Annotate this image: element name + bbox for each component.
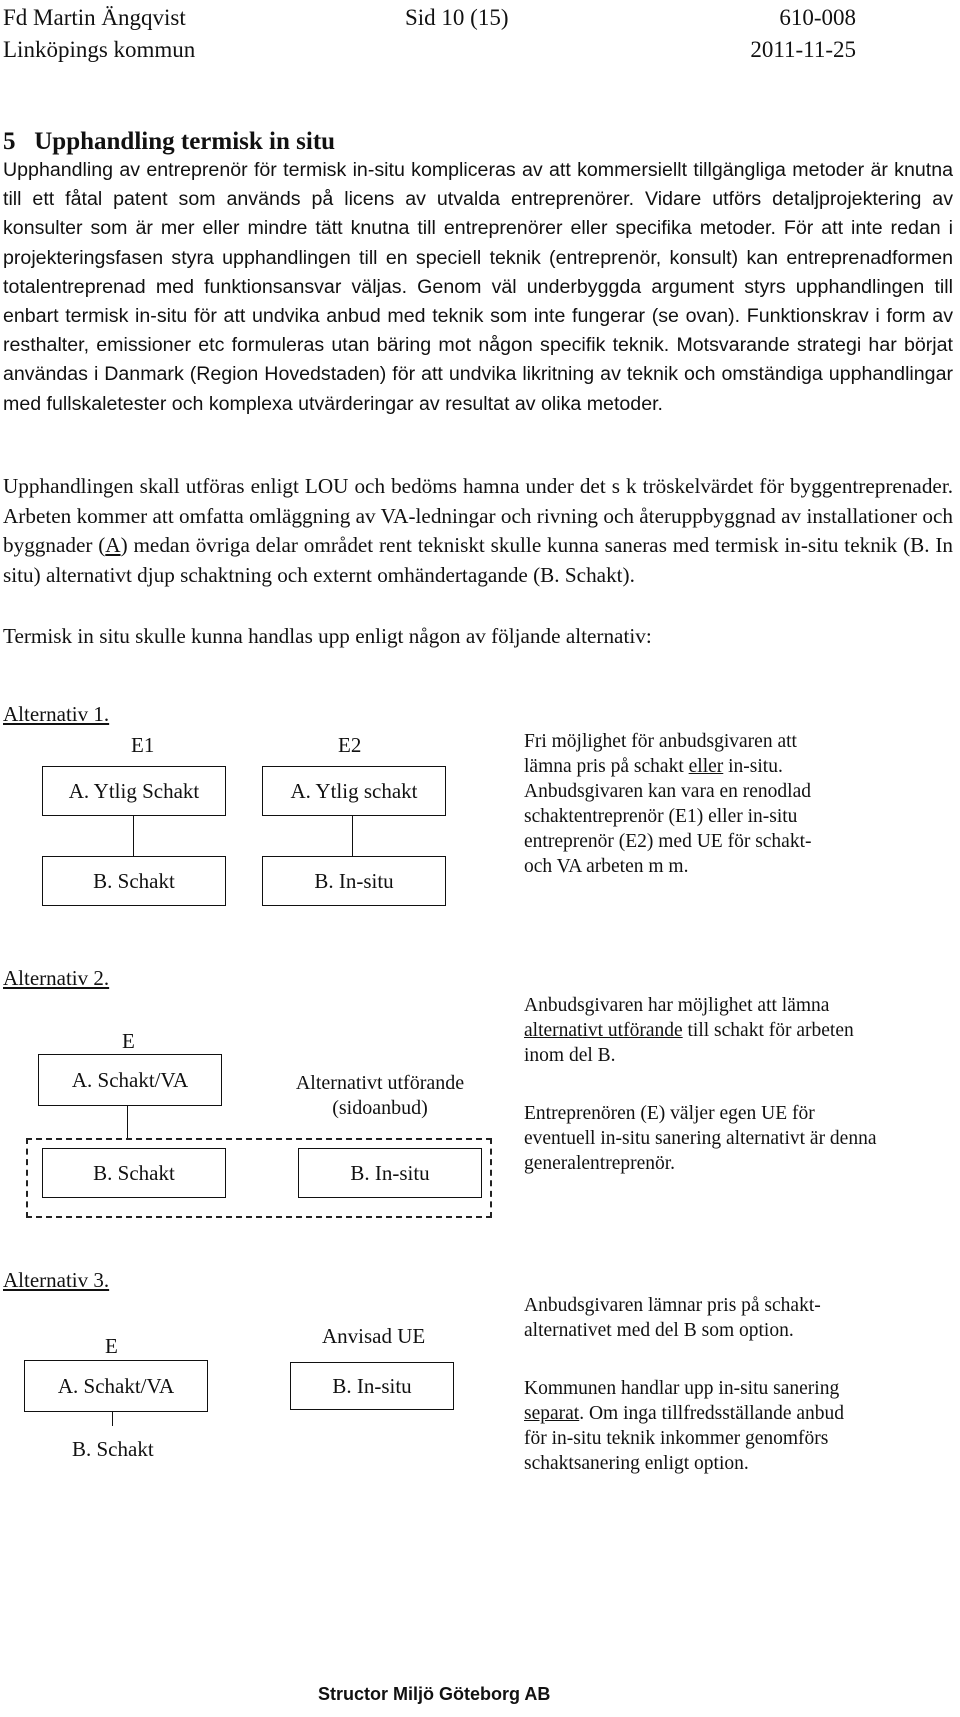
alt2-box-in-situ: B. In-situ [298, 1148, 482, 1198]
alt3-ue-label: Anvisad UE [322, 1324, 426, 1348]
paragraph-intro-text: Upphandling av entreprenör för termisk in-situ kompliceras av att kommersiellt tillgängliga metoder är knutna till ett fåtal patent som används på licens av utvalda entreprenörer. Vidare utförs detaljprojektering av konsulter som är mer eller mindre tätt knutna till entreprenörer eller specifika metoder. För att inte redan i projekteringsfasen styra upphandlingen till en speciell teknik (entreprenör, konsult) kan entreprenadformen totalentreprenad med funktionsansvar väljas. Genom väl underbyggda argument styrs upphandlingen till enbart termisk in-situ för att undvika anbud med teknik som inte fungerar (se ovan). Funktionskrav i form av resthalter, emissioner etc formuleras utan bäring mot någon specifik teknik. Motsvarande strategi har börjat användas i Danmark (Region Hovedstaden) för att undvika likritning av teknik och omständiga upphandlingar med fullskaletester och komplexa utvärderingar av resultat av olika metoder. [3, 159, 953, 415]
alt1-box-ytlig-schakt-e1: A. Ytlig Schakt [42, 766, 226, 816]
alt2-note-1: Anbudsgivaren har möjlighet att lämna alternativt utförande till schakt för arbeten inom del B. [524, 995, 854, 1066]
alt1-note: Fri möjlighet för anbudsgivaren att lämna pris på schakt eller in-situ. Anbudsgivaren kan vara en renodlad schaktentreprenör (E1) eller in-situ entreprenör (E2) med UE för schakt- och VA arbeten m m. [524, 731, 812, 877]
alt1-box-schakt: B. Schakt [42, 856, 226, 906]
section-heading: 5 Upphandling termisk in situ [3, 128, 336, 155]
alt3-note [524, 1268, 854, 1501]
alt3-note-1: Anbudsgivaren lämnar pris på schakt-alternativet med del B som option. [524, 1295, 821, 1341]
alt1-connector-e1 [133, 816, 134, 856]
alt2-box-schakt: B. Schakt [42, 1148, 226, 1198]
alt1-box-ytlig-schakt-e2: A. Ytlig schakt [262, 766, 446, 816]
paragraph-intro [3, 156, 953, 419]
alt3-box-schakt-va: A. Schakt/VA [24, 1360, 208, 1412]
alt1-e1-label: E1 [131, 733, 155, 757]
alt3-box-in-situ: B. In-situ [290, 1362, 454, 1410]
alt2-label: Alternativ 2. [3, 966, 110, 990]
header-author: Fd Martin Ängqvist [3, 5, 186, 30]
alt2-alternative-label: Alternativt utförande (sidoanbud) [295, 1072, 465, 1119]
alt2-note [524, 968, 884, 1201]
header-page-number: Sid 10 (15) [405, 5, 509, 30]
alt3-e-label: E [105, 1334, 118, 1358]
alt1-label: Alternativ 1. [3, 702, 110, 726]
paragraph-alternatives-intro: Termisk in situ skulle kunna handlas upp enligt någon av följande alternativ: [3, 624, 652, 648]
paragraph-procurement [3, 472, 953, 590]
alt2-box-schakt-va: A. Schakt/VA [38, 1054, 222, 1106]
paragraph-procurement-text: Upphandlingen skall utföras enligt LOU och bedöms hamna under det s k tröskelvärdet för byggentreprenader. Arbeten kommer att omfatta omläggning av VA-ledningar och rivning och återuppbyggnad av installationer och byggnader (A) medan övriga delar området rent tekniskt skulle kunna saneras med termisk in-situ teknik (B. In situ) alternativt djup schaktning och externt omhändertagande (B. Schakt). [3, 474, 953, 587]
alt2-connector-vertical [127, 1106, 128, 1138]
header-date: 2011-11-25 [750, 37, 856, 62]
alt3-note-2: Kommunen handlar upp in-situ sanering separat. Om inga tillfredsställande anbud för in-situ teknik inkommer genomförs schaktsanering enligt option. [524, 1378, 845, 1474]
header-document-number: 610-008 [779, 5, 856, 30]
alt1-box-in-situ: B. In-situ [262, 856, 446, 906]
alt3-label: Alternativ 3. [3, 1268, 110, 1292]
alt3-connector-vertical [112, 1412, 113, 1426]
alt1-connector-e2 [352, 816, 353, 856]
header-organization: Linköpings kommun [3, 37, 196, 62]
alt2-note-2: Entreprenören (E) väljer egen UE för eventuell in-situ sanering alternativt är denna generalentreprenör. [524, 1103, 877, 1174]
alt2-e-label: E [122, 1029, 135, 1053]
alt1-e2-label: E2 [338, 733, 362, 757]
footer-company: Structor Miljö Göteborg AB [318, 1684, 551, 1704]
alt3-schakt-label: B. Schakt [72, 1437, 154, 1461]
